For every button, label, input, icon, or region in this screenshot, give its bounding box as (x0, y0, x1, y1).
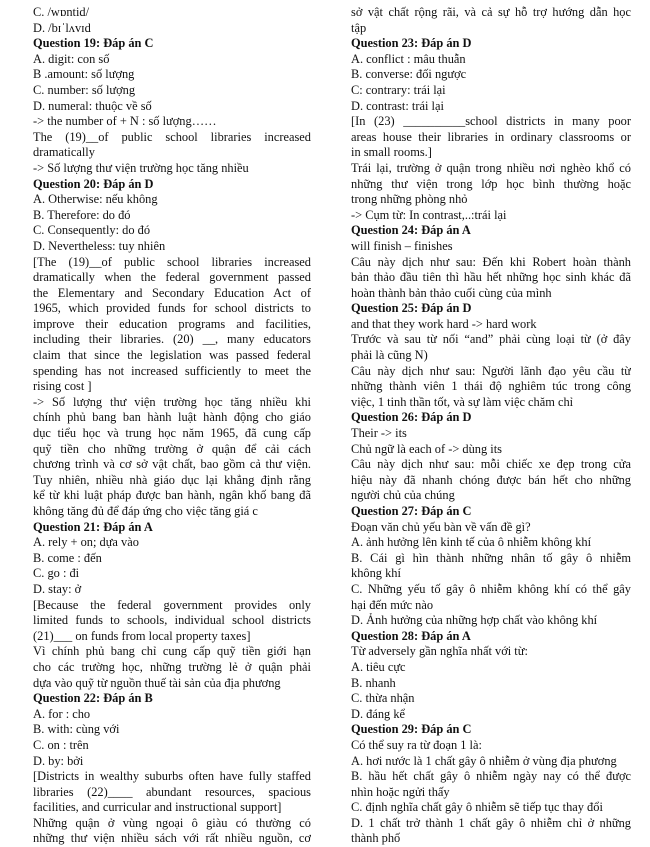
text-line: D. contrast: trái lại (351, 98, 444, 113)
text-line: không tăng đủ để đáp ứng cho việc tăng giá c (33, 504, 258, 518)
text-line: D. Ảnh hưởng của những hợp chất vào không khí (351, 613, 598, 628)
text-line: facilities, and curricular and instructional support] (33, 800, 282, 815)
text-line: người chủ của chúng (351, 488, 455, 503)
text-line: Câu này dịch như sau: Đến khi Robert hoàn thành (351, 254, 631, 269)
question-heading: Question 25: Đáp án D (351, 301, 472, 316)
text-line: C. Consequently: do đó (33, 223, 151, 238)
text-line: -> the number of + N : số lượng…… (33, 114, 217, 129)
text-line: (21)___ on funds from local property taxes] (33, 628, 251, 643)
text-line: B. converse: đối ngược (351, 67, 467, 82)
text-line: claim that since the legislation was passed federal (33, 348, 311, 363)
text-line: [The (19)__of public school libraries increased (33, 254, 311, 269)
question-heading: Question 26: Đáp án D (351, 410, 472, 425)
text-line: D. /bɪˈlʌvɪd (33, 20, 91, 35)
text-line: limited funds to schools, individual school districts (33, 613, 311, 628)
text-line: Câu này dịch như sau: Người lãnh đạo yêu cầu từ (351, 363, 631, 378)
text-line: Có thể suy ra từ đoạn 1 là: (351, 737, 482, 752)
text-line: B. with: cùng với (33, 722, 120, 737)
text-line: Đoạn văn chủ yếu bàn về vấn đề gì? (351, 519, 531, 534)
text-line: D. Nevertheless: tuy nhiên (33, 238, 166, 253)
question-heading: Question 27: Đáp án C (351, 504, 472, 518)
text-line: B. hầu hết chất gây ô nhiễm ngày nay có thể được (351, 769, 631, 784)
text-line: A. Otherwise: nếu không (33, 192, 158, 207)
text-line: Vì chính phủ bang chỉ cung cấp quỹ tiền giới hạn (33, 644, 311, 659)
question-heading: Question 23: Đáp án D (351, 36, 472, 51)
text-line: The (19)__of public school libraries increased (33, 129, 311, 144)
text-line: [Because the federal government provides only (33, 597, 311, 612)
text-line: -> Số lượng thư viện trường học tăng nhiều (33, 160, 249, 175)
text-line: [In (23) __________school districts in many poor (351, 114, 631, 129)
text-line: dựa vào quỹ từ nguồn thuế tài sản của địa phương (33, 675, 281, 690)
text-line: Trái lại, trường ở quận trong nhiều nơi nghèo khổ có (351, 160, 631, 175)
text-line: Trước và sau từ nối “and” phải cùng loại từ (ở đây (351, 332, 631, 347)
text-line: B. Cái gì hìn thành những nhân tố gây ô nhiễm (351, 550, 631, 565)
text-line: D. by: bởi (33, 753, 84, 768)
text-line: C. number: số lượng (33, 82, 136, 97)
text-line: -> Cụm từ: In contrast,..:trái lại (351, 207, 507, 222)
question-heading: Question 21: Đáp án A (33, 519, 153, 534)
question-heading: Question 19: Đáp án C (33, 36, 154, 51)
text-line: B. come : đến (33, 550, 102, 565)
text-line: Câu này dịch như sau: mỗi chiếc xe đẹp trong cửa (351, 457, 631, 472)
text-line: D. stay: ở (33, 581, 82, 596)
text-line: the Elementary and Secondary Education Act of (33, 285, 311, 300)
text-line: Chủ ngữ là each of -> dùng its (351, 441, 503, 456)
text-line: bản thảo đầu tiên thì hầu hết những học sinh khác đã (351, 270, 631, 285)
text-line: thành phố (351, 831, 401, 846)
text-line: B. Therefore: do đó (33, 207, 131, 222)
text-line: những thư viện trong lớp học bình thường hoặc (351, 176, 631, 191)
text-line: B. nhanh (351, 675, 396, 690)
text-line: libraries (22)____ abundant resources, spacious (33, 784, 311, 799)
text-line: Their -> its (351, 426, 407, 441)
question-heading: Question 24: Đáp án A (351, 223, 471, 238)
text-line: việc, 1 tinh thần tốt, và sự làm việc chăm chỉ (351, 394, 574, 409)
text-line: spending has not increased sufficiently to meet the (33, 363, 311, 378)
left-column (33, 5, 311, 847)
question-heading: Question 29: Đáp án C (351, 722, 472, 737)
text-line: A. ảnh hưởng lên kinh tế của ô nhiễm không khí (351, 535, 592, 550)
text-line: nhìn hoặc ngửi thấy (351, 784, 450, 799)
text-line: cho các trường học, những trường lẻ ở quận phải (33, 659, 311, 674)
text-line: A. conflict : mâu thuẫn (351, 51, 466, 66)
text-line: A. for : cho (33, 706, 91, 721)
right-column (351, 5, 631, 847)
text-line: hại đến mức nào (351, 597, 434, 612)
text-line: quỹ tiền cho những trường ở quận để cải cách (33, 441, 311, 456)
text-line: in small rooms.] (351, 145, 432, 160)
text-line: không khí (351, 566, 401, 581)
text-line: 1965, which provided funds for school districts to (33, 301, 311, 316)
text-line: and that they work hard -> hard work (351, 316, 537, 331)
text-line: C: contrary: trái lại (351, 82, 446, 97)
text-line: A. hơi nước là 1 chất gây ô nhiễm ở vùng địa phương (351, 753, 617, 768)
text-line: A. digit: con số (33, 51, 110, 66)
text-line: C. định nghĩa chất gây ô nhiễm sẽ tiếp tục thay đổi (351, 800, 603, 815)
text-line: hoàn thành bản thảo cuối cùng của mình (351, 285, 552, 300)
text-line: Từ adversely gần nghĩa nhất với từ: (351, 644, 528, 659)
text-line: C. Những yếu tố gây ô nhiễm không khí có thể gây (351, 581, 631, 596)
text-line: areas house their libraries in ordinary classrooms or (351, 129, 631, 144)
text-line: phải là cũng N) (351, 348, 428, 363)
text-line: A. rely + on; dựa vào (33, 535, 139, 550)
text-line: C. /wɒntid/ (33, 5, 90, 19)
text-line: D. numeral: thuộc về số (33, 98, 152, 113)
text-line: D. 1 chất trở thành 1 chất gây ô nhiễm chỉ ở những (351, 815, 631, 830)
text-line: dục tiểu học và trung học năm 1965, đã cung cấp (33, 426, 311, 441)
text-line: -> Số lượng thư viện trường học tăng nhiều khi (33, 394, 311, 409)
text-line: Tuy nhiên, nhiều nhà giáo dục lại khẳng định rằng (33, 472, 311, 487)
text-line: dramatically (33, 145, 95, 160)
text-line: rising cost ] (33, 379, 92, 394)
text-line: B .amount: số lượng (33, 67, 135, 82)
question-heading: Question 22: Đáp án B (33, 691, 153, 706)
text-line: A. tiêu cực (351, 659, 406, 674)
text-line: sở vật chất rộng rãi, và cả sự hỗ trợ hướng dẫn học (351, 5, 631, 19)
text-line: những thành viên 1 thái độ nghiêm túc trong công (351, 379, 631, 394)
text-line: C. go : đi (33, 566, 80, 581)
text-line: những thư viện nhiều sách với rất nhiều nguồn, cơ (33, 831, 311, 846)
text-line: tập (351, 20, 367, 35)
text-line: dramatically when the federal government passed (33, 270, 311, 285)
text-line: will finish – finishes (351, 238, 453, 253)
text-line: C. thừa nhận (351, 691, 415, 706)
text-line: kể từ khi luật pháp được ban hành, ngân khố bang đã (33, 488, 311, 503)
question-heading: Question 20: Đáp án D (33, 176, 154, 191)
text-line: Những quận ở vùng ngoại ô giàu có thường có (33, 815, 311, 830)
text-line: trong những phòng nhỏ (351, 192, 468, 207)
text-line: hiệu này đã nhanh chóng được bán hết cho những (351, 472, 631, 487)
text-line: [Districts in wealthy suburbs often have fully staffed (33, 769, 311, 784)
text-line: chính phủ bang ban hành luật hành động cho giáo (33, 410, 311, 425)
text-line: D. đáng kể (351, 706, 406, 721)
text-line: C. on : trên (33, 737, 89, 752)
text-line: improve their education programs and facilities, (33, 316, 311, 331)
text-line: chương trình và cơ sở vật chất, bao gồm cả thư viện. (33, 457, 311, 472)
question-heading: Question 28: Đáp án A (351, 628, 471, 643)
text-line: including their libraries. (20) __, many educators (33, 332, 311, 347)
